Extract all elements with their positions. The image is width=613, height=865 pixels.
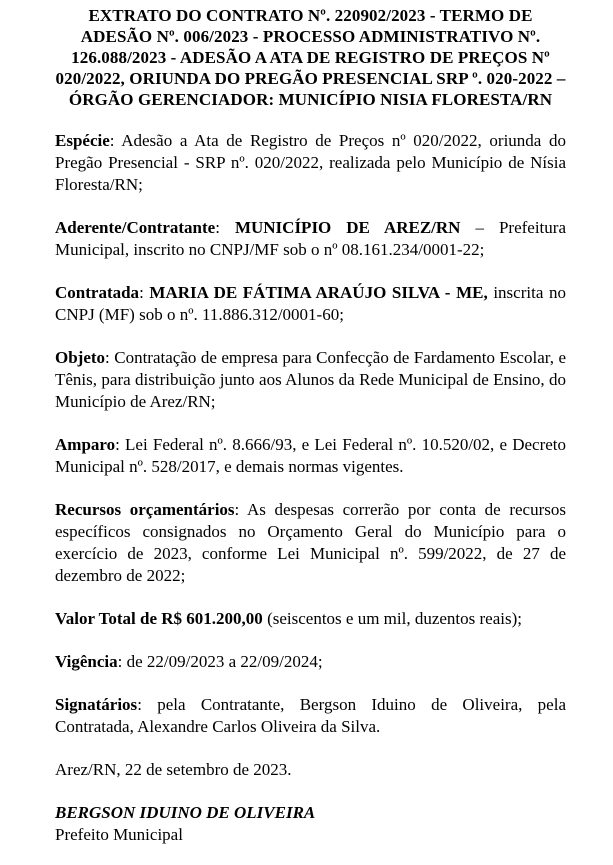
- signature-block: [55, 802, 566, 846]
- aderente-label: Aderente/Contratante: [55, 218, 216, 237]
- contratada-colon: :: [139, 283, 150, 302]
- aderente-colon: :: [215, 218, 235, 237]
- aderente-party-name: MUNICÍPIO DE AREZ/RN: [234, 218, 461, 237]
- objeto-text: : Contratação de empresa para Confecção de Fardamento Escolar, e Tênis, para distribuição junto aos Alunos da Rede Municipal de Ensino, do Município de Arez/RN;: [55, 348, 566, 411]
- paragraph-vigencia: [55, 651, 566, 673]
- contratada-label: Contratada: [55, 283, 140, 302]
- paragraph-signatarios: [55, 694, 566, 738]
- paragraph-especie: [55, 130, 566, 196]
- especie-label: Espécie: [55, 131, 110, 150]
- vigencia-label: Vigência: [55, 652, 118, 671]
- objeto-label: Objeto: [55, 348, 106, 367]
- contratada-text: inscrita no CNPJ (MF) sob o nº. 11.886.312/0001-60;: [55, 283, 566, 324]
- valor-text: (seiscentos e um mil, duzentos reais);: [262, 609, 522, 628]
- paragraph-amparo: [55, 434, 566, 478]
- place-and-date: Arez/RN, 22 de setembro de 2023.: [55, 760, 292, 779]
- aderente-text: – Prefeitura Municipal, inscrito no CNPJ/MF sob o nº 08.161.234/0001-22;: [55, 218, 566, 259]
- signatarios-text: : pela Contratante, Bergson Iduino de Oliveira, pela Contratada, Alexandre Carlos Oliveira da Silva.: [55, 695, 566, 736]
- vigencia-text: : de 22/09/2023 a 22/09/2024;: [117, 652, 323, 671]
- paragraph-objeto: [55, 347, 566, 413]
- signatarios-label: Signatários: [55, 695, 138, 714]
- paragraph-contratada: [55, 282, 566, 326]
- recursos-text: : As despesas correrão por conta de recursos específicos consignados no Orçamento Geral do Município para o exercício de 2023, conforme Lei Municipal nº. 599/2022, de 27 de dezembro de 2022;: [55, 500, 566, 585]
- document-title: EXTRATO DO CONTRATO Nº. 220902/2023 - TERMO DE ADESÃO Nº. 006/2023 - PROCESSO ADMINISTRATIVO Nº. 126.088/2023 - ADESÃO A ATA DE REGISTRO DE PREÇOS Nº 020/2022, ORIUNDA DO PREGÃO PRESENCIAL SRP º. 020-2022 – ÓRGÃO GERENCIADOR: MUNICÍPIO NISIA FLORESTA/RN: [55, 6, 566, 109]
- paragraph-aderente-contratante: [55, 217, 566, 261]
- paragraph-recursos-orcamentarios: [55, 499, 566, 587]
- amparo-label: Amparo: [55, 435, 116, 454]
- amparo-text: : Lei Federal nº. 8.666/93, e Lei Federal nº. 10.520/02, e Decreto Municipal nº. 528/2017, e demais normas vigentes.: [55, 435, 566, 476]
- especie-text: : Adesão a Ata de Registro de Preços nº 020/2022, oriunda do Pregão Presencial - SRP nº. 020/2022, realizada pelo Município de Nísia Floresta/RN;: [55, 131, 566, 194]
- recursos-label: Recursos orçamentários: [55, 500, 235, 519]
- signature-role: Prefeito Municipal: [55, 825, 183, 844]
- contratada-party-name: MARIA DE FÁTIMA ARAÚJO SILVA - ME,: [149, 283, 488, 302]
- valor-label: Valor Total de R$ 601.200,00: [55, 609, 263, 628]
- signature-name: BERGSON IDUINO DE OLIVEIRA: [55, 803, 316, 822]
- paragraph-valor-total: [55, 608, 566, 630]
